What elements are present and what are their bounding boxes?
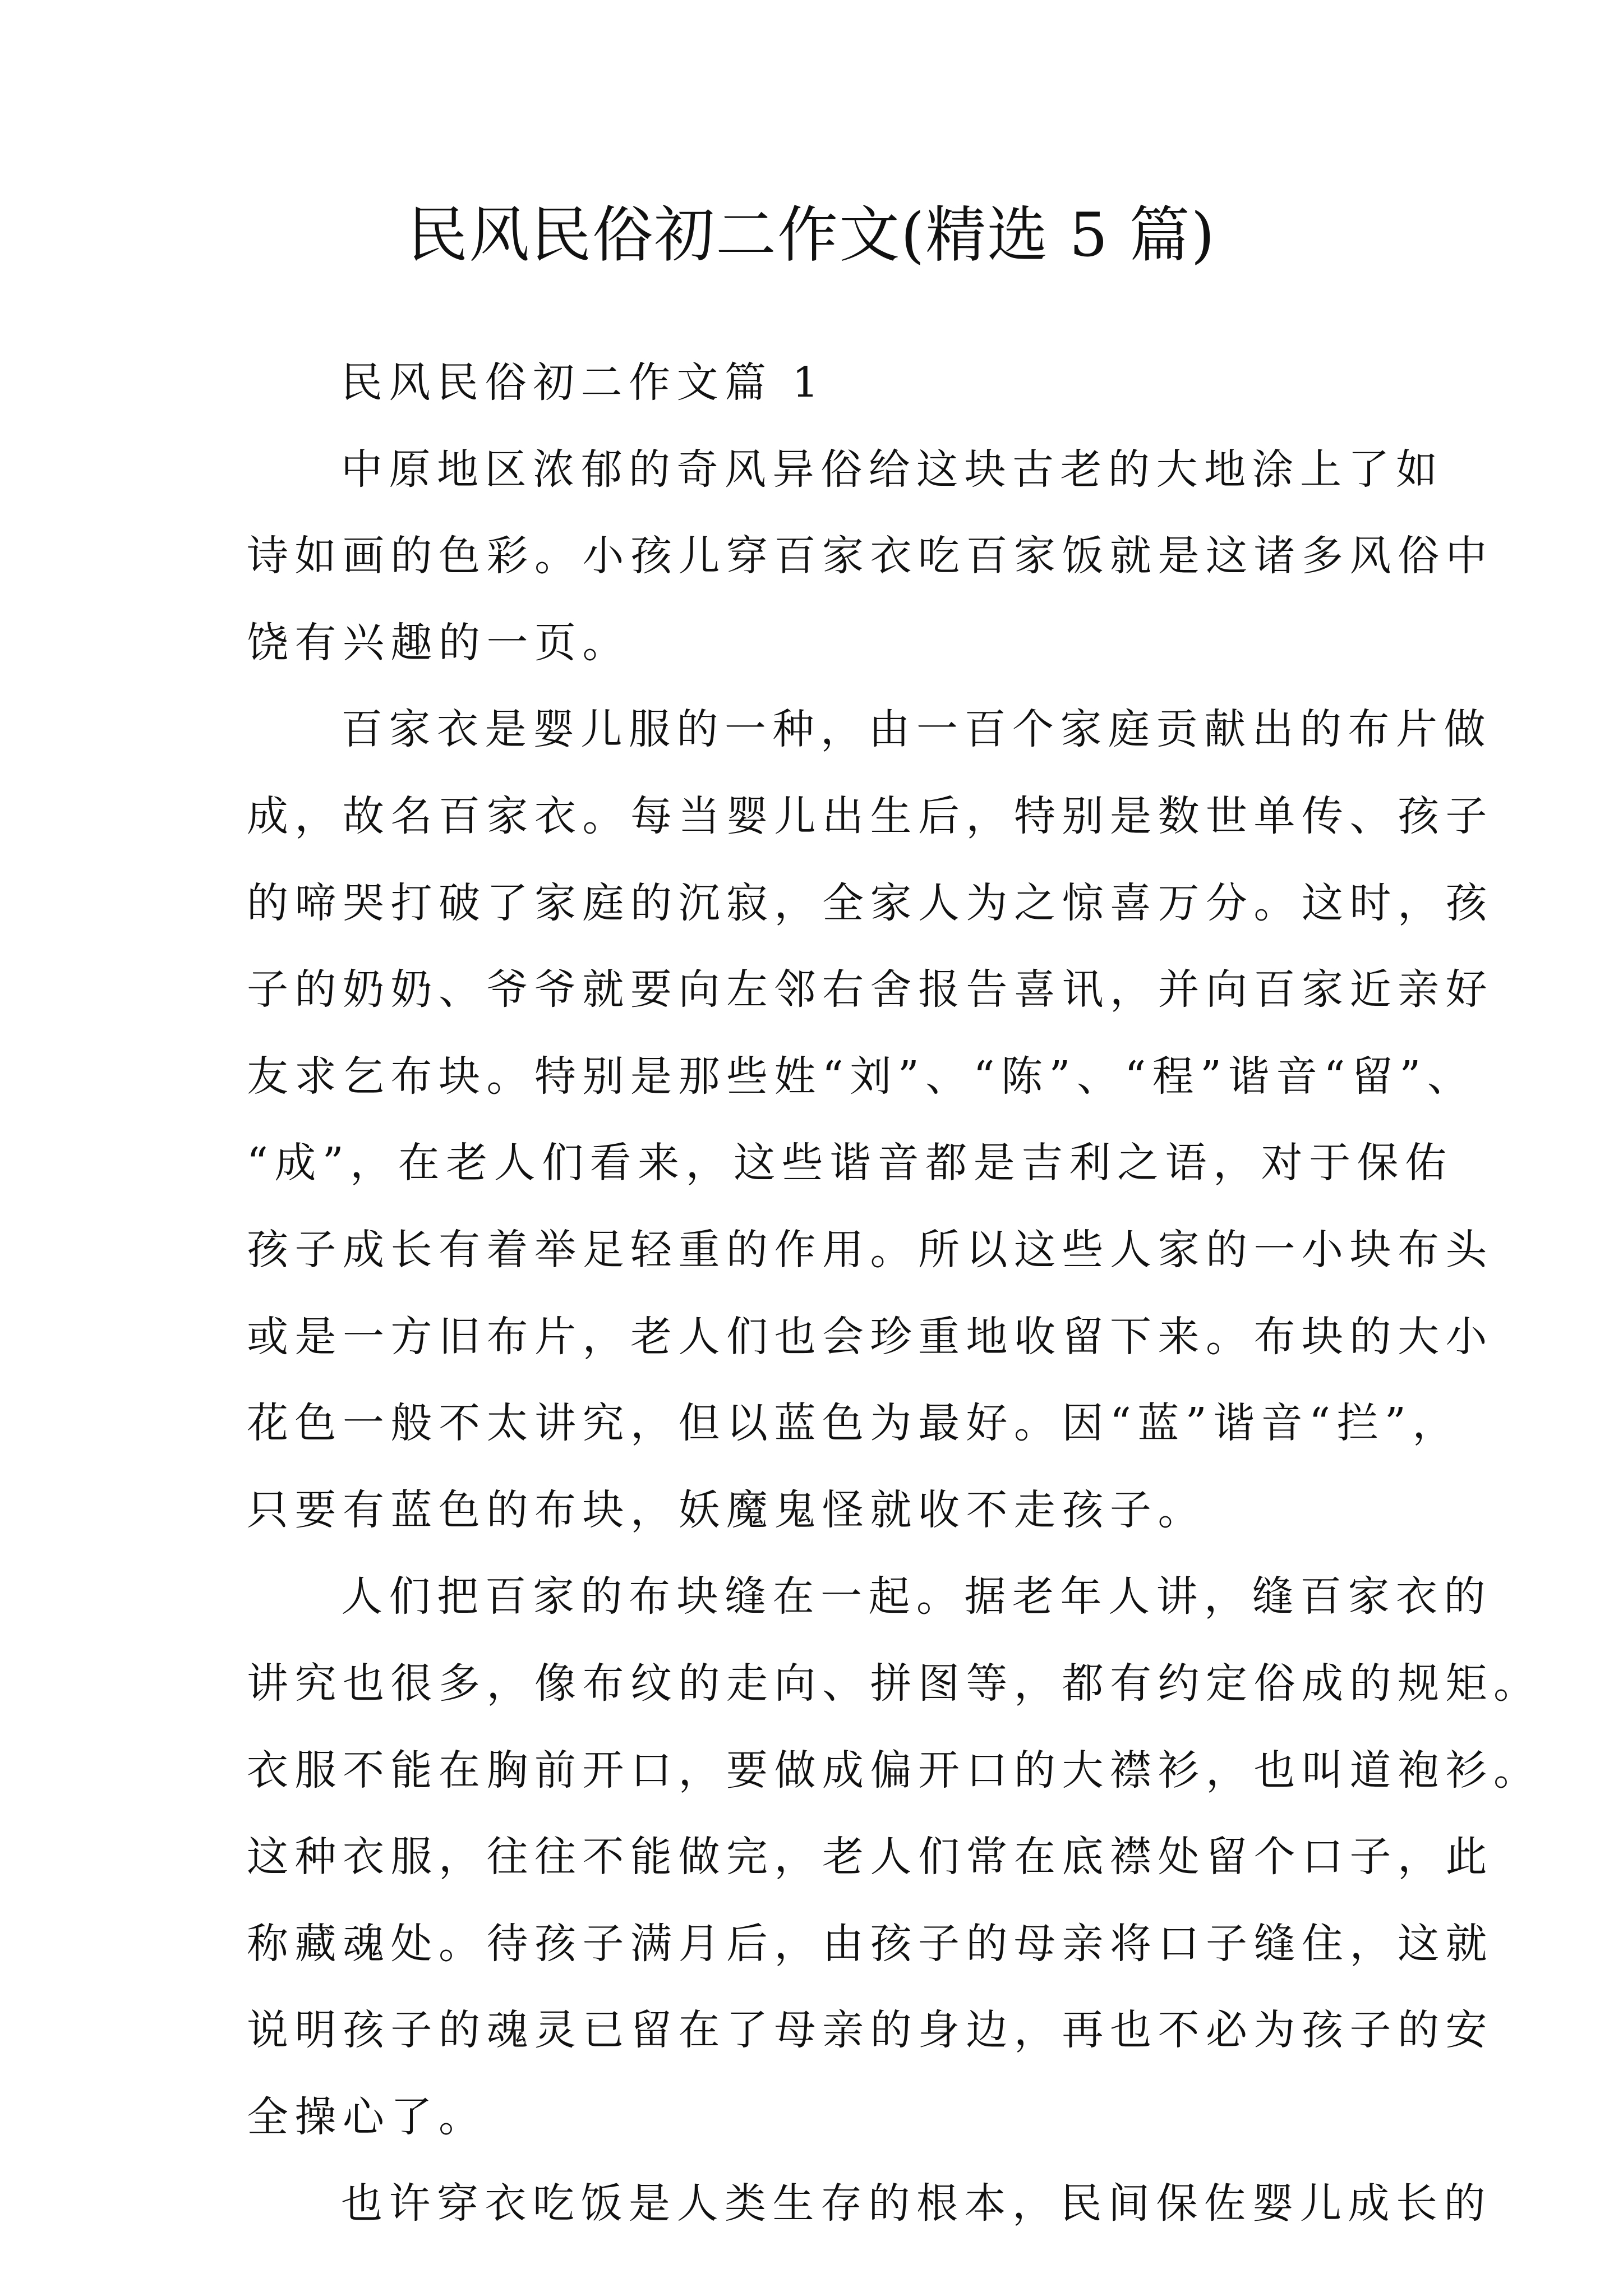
document-body <box>247 339 1542 2247</box>
body-line: 子的奶奶、爷爷就要向左邻右舍报告喜讯，并向百家近亲好 <box>247 965 1493 1014</box>
body-line: 友求乞布块。特别是那些姓“刘”、“陈”、“程”谐音“留”、 <box>247 1052 1476 1101</box>
body-line: 的啼哭打破了家庭的沉寂，全家人为之惊喜万分。这时，孩 <box>247 878 1493 927</box>
body-line: 百家衣是婴儿服的一种，由一百个家庭贡献出的布片做 <box>341 705 1492 754</box>
body-line: 诗如画的色彩。小孩儿穿百家衣吃百家饭就是这诸多风俗中 <box>247 532 1493 581</box>
body-line: “成”，在老人们看来，这些谐音都是吉利之语，对于保佑 <box>247 1139 1453 1188</box>
body-line: 只要有蓝色的布块，妖魔鬼怪就收不走孩子。 <box>247 1485 1206 1534</box>
body-line: 全操心了。 <box>247 2092 487 2141</box>
body-line: 说明孩子的魂灵已留在了母亲的身边，再也不必为孩子的安 <box>247 2006 1493 2055</box>
body-line: 成，故名百家衣。每当婴儿出生后，特别是数世单传、孩子 <box>247 792 1493 840</box>
body-line: 这种衣服，往往不能做完，老人们常在底襟处留个口子，此 <box>247 1833 1493 1881</box>
body-line: 或是一方旧布片，老人们也会珍重地收留下来。布块的大小 <box>247 1312 1493 1361</box>
body-line: 称藏魂处。待孩子满月后，由孩子的母亲将口子缝住，这就 <box>247 1919 1493 1968</box>
body-line: 也许穿衣吃饭是人类生存的根本，民间保佐婴儿成长的 <box>341 2179 1492 2228</box>
body-line: 饶有兴趣的一页。 <box>247 618 630 667</box>
body-line: 讲究也很多，像布纹的走向、拼图等，都有约定俗成的规矩。 <box>247 1659 1542 1708</box>
body-line: 中原地区浓郁的奇风异俗给这块古老的大地涂上了如 <box>341 445 1444 494</box>
body-line: 人们把百家的布块缝在一起。据老年人讲，缝百家衣的 <box>341 1572 1492 1621</box>
document-title: 民风民俗初二作文(精选 5 篇) <box>407 200 1216 270</box>
body-line: 衣服不能在胸前开口，要做成偏开口的大襟衫，也叫道袍衫。 <box>247 1746 1542 1795</box>
body-line: 孩子成长有着举足轻重的作用。所以这些人家的一小块布头 <box>247 1225 1493 1274</box>
body-line: 民风民俗初二作文篇 1 <box>341 358 826 407</box>
body-line: 花色一般不太讲究，但以蓝色为最好。因“蓝”谐音“拦”， <box>247 1399 1460 1448</box>
